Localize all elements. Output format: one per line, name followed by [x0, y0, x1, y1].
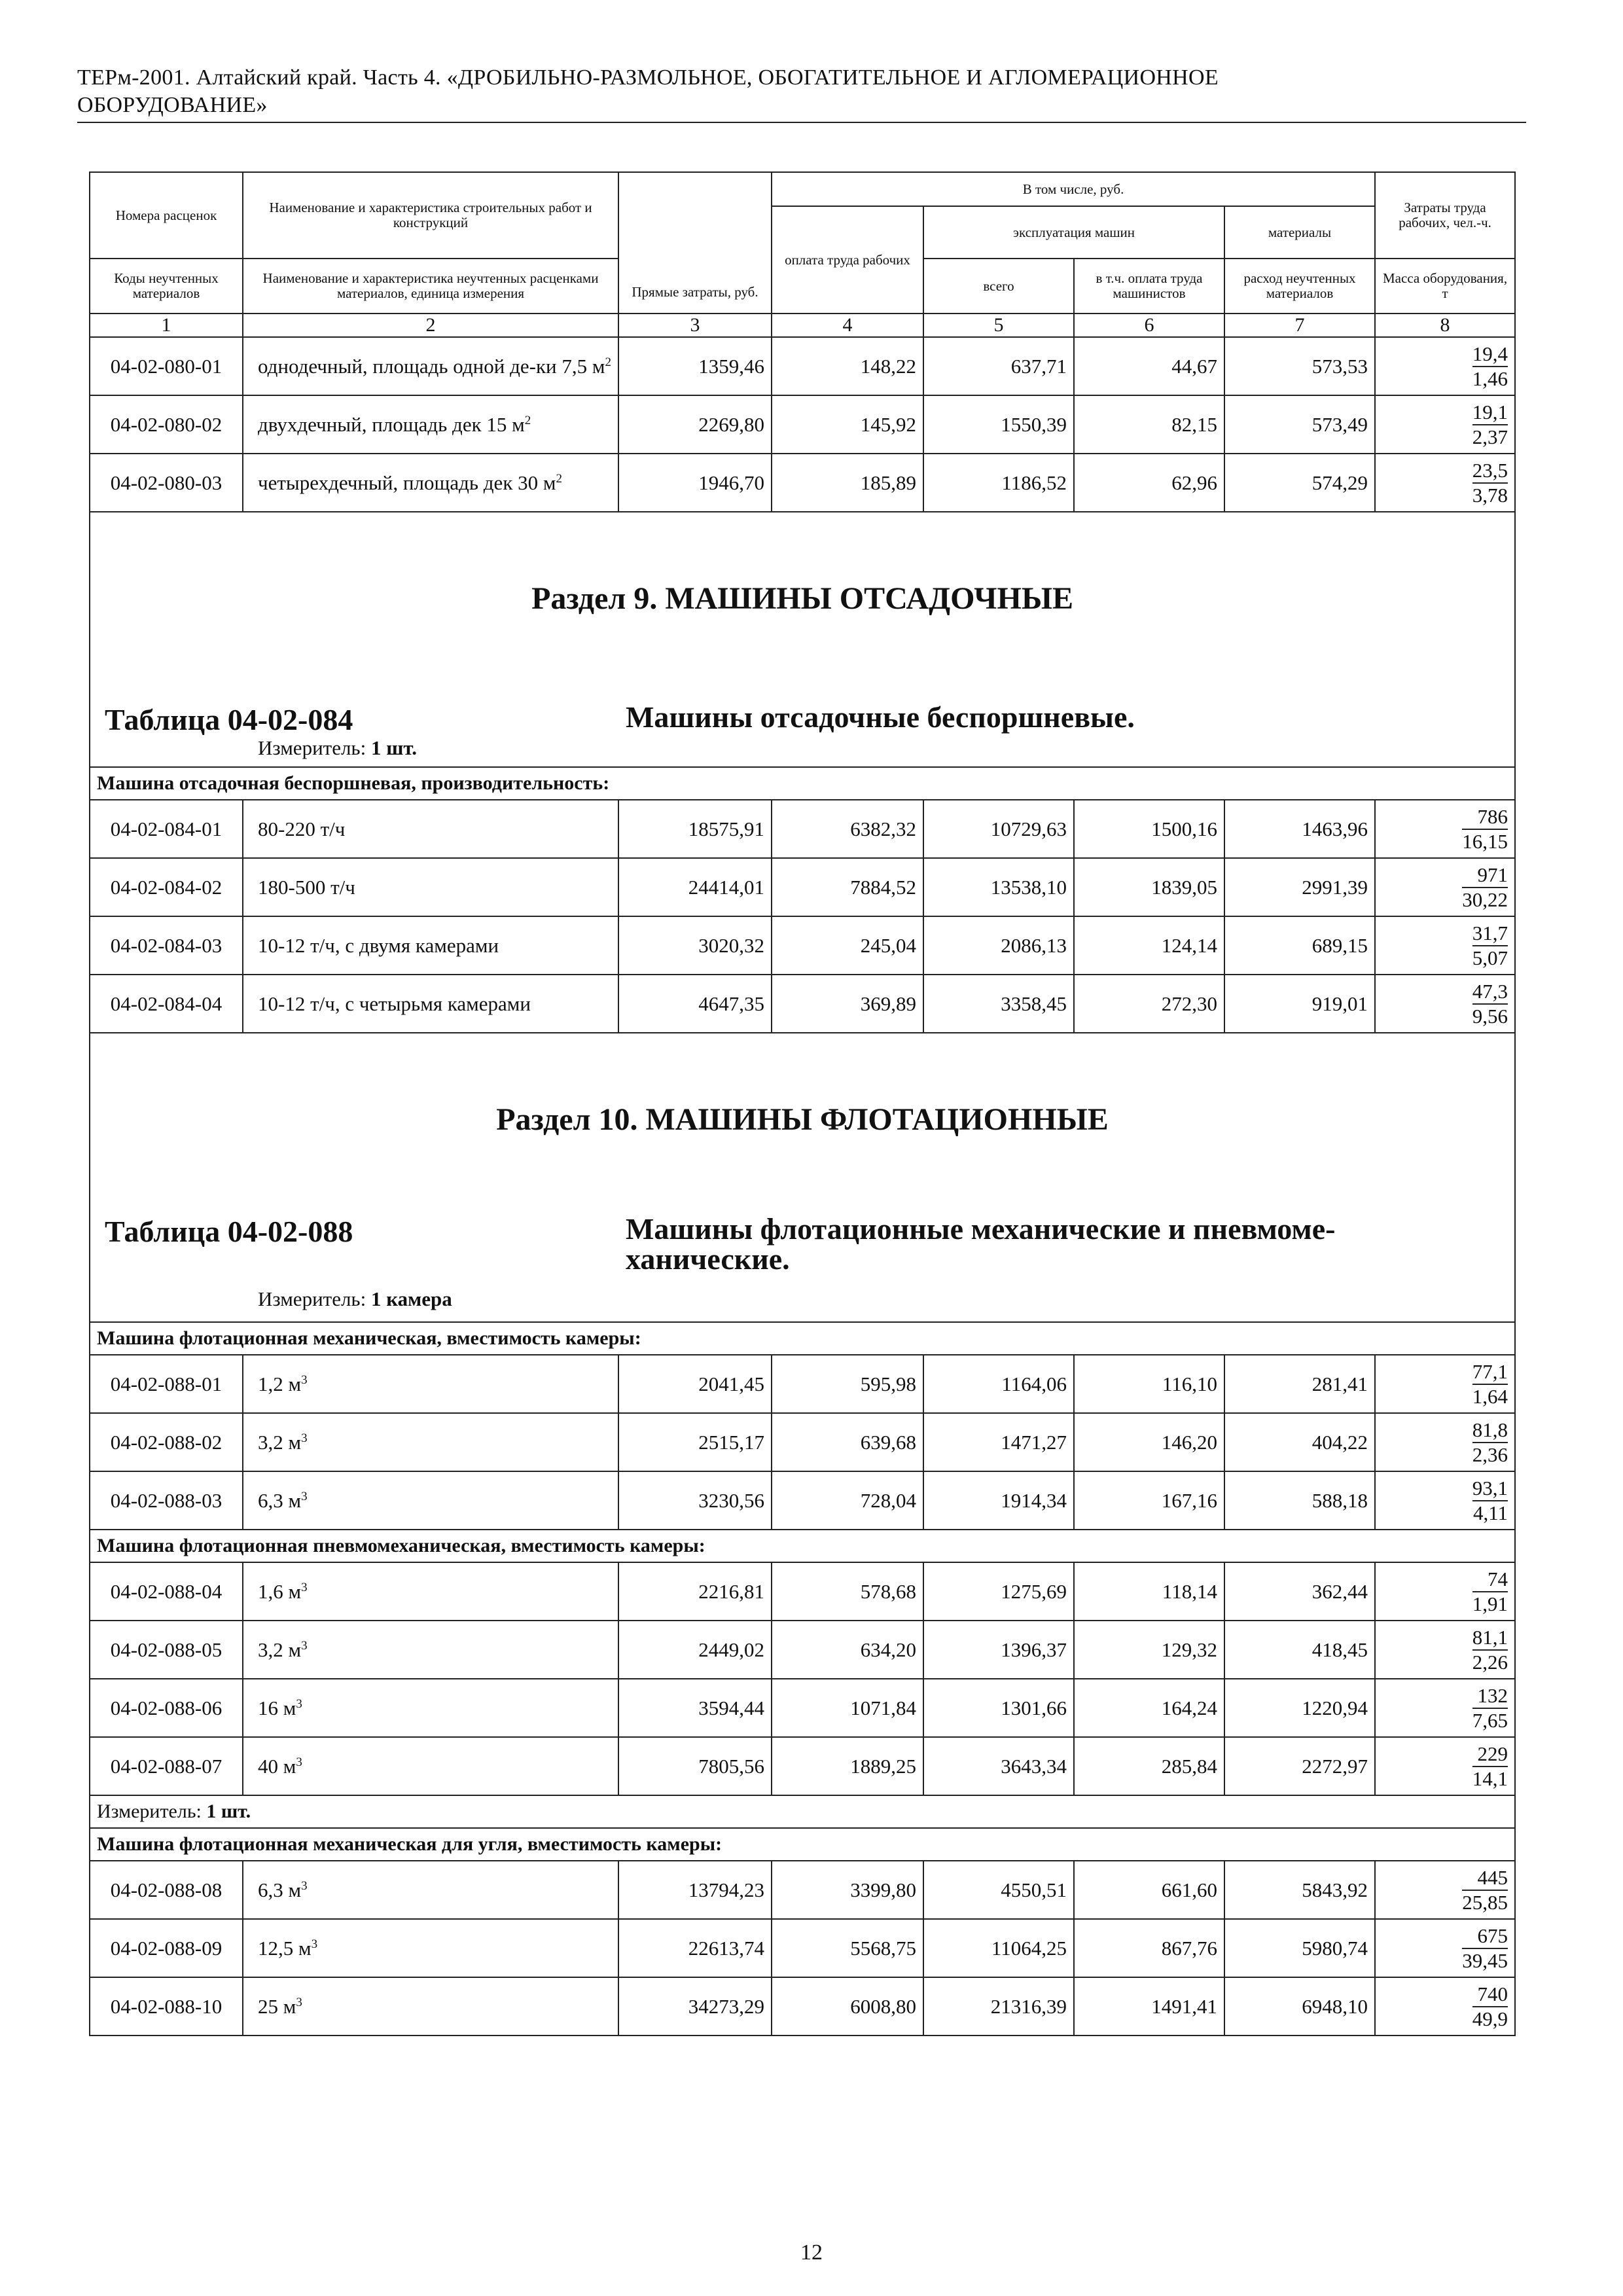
direct-value: 1359,46	[618, 337, 772, 395]
wages-value: 1071,84	[772, 1679, 923, 1737]
work-description	[243, 1621, 618, 1679]
measure-unit	[258, 1287, 452, 1311]
mach-wages-value: 129,32	[1074, 1621, 1224, 1679]
work-description	[243, 916, 618, 975]
mass-value: 49,9	[1472, 2007, 1508, 2030]
mass-value: 2,36	[1472, 1443, 1508, 1466]
rate-code: 04-02-088-10	[90, 1977, 243, 2036]
labor-value: 229	[1472, 1742, 1508, 1767]
direct-value: 13794,23	[618, 1861, 772, 1919]
labor-mass-cell	[1375, 454, 1515, 512]
rate-code: 04-02-088-09	[90, 1919, 243, 1977]
table-name	[626, 1214, 1489, 1274]
machines-value: 1471,27	[923, 1413, 1074, 1471]
machines-value: 1164,06	[923, 1355, 1074, 1413]
labor-value: 93,1	[1472, 1477, 1508, 1501]
labor-mass-fraction	[1462, 805, 1508, 853]
wages-value: 145,92	[772, 395, 923, 454]
rate-code: 04-02-088-02	[90, 1413, 243, 1471]
labor-mass-fraction	[1472, 1477, 1508, 1525]
work-description	[243, 858, 618, 916]
labor-mass-cell	[1375, 1471, 1515, 1530]
labor-value: 81,8	[1472, 1418, 1508, 1443]
labor-value: 786	[1462, 805, 1508, 830]
direct-value: 2216,81	[618, 1562, 772, 1621]
direct-value: 2449,02	[618, 1621, 772, 1679]
subheader-text: Машина флотационная пневмомеханическая, вместимость камеры:	[90, 1530, 1515, 1562]
machines-value: 1550,39	[923, 395, 1074, 454]
materials-value: 404,22	[1224, 1413, 1375, 1471]
labor-value: 740	[1472, 1982, 1508, 2007]
unit-exponent: 3	[296, 1697, 302, 1711]
work-description	[243, 1679, 618, 1737]
labor-value: 31,7	[1472, 922, 1508, 946]
description-text: 6,3 м	[258, 1489, 302, 1512]
labor-value: 445	[1462, 1866, 1508, 1891]
measure-value: 1 шт.	[370, 736, 418, 759]
materials-value: 573,53	[1224, 337, 1375, 395]
mach-wages-value: 146,20	[1074, 1413, 1224, 1471]
description-text: четырехдечный, площадь дек 30 м	[258, 471, 556, 494]
table-name	[626, 702, 1489, 732]
rate-code: 04-02-088-06	[90, 1679, 243, 1737]
table-row	[90, 1679, 1515, 1737]
wages-value: 728,04	[772, 1471, 923, 1530]
materials-value: 5980,74	[1224, 1919, 1375, 1977]
mass-value: 1,91	[1472, 1592, 1508, 1615]
mass-value: 1,46	[1472, 367, 1508, 390]
section-title: Раздел 10. МАШИНЫ ФЛОТАЦИОННЫЕ	[496, 1102, 1109, 1137]
unit-exponent: 3	[301, 1431, 308, 1445]
table-row	[90, 800, 1515, 858]
materials-value: 418,45	[1224, 1621, 1375, 1679]
labor-mass-cell	[1375, 800, 1515, 858]
labor-mass-fraction	[1472, 1418, 1508, 1467]
work-description	[243, 1471, 618, 1530]
mass-value: 2,26	[1472, 1650, 1508, 1674]
direct-value: 34273,29	[618, 1977, 772, 2036]
materials-value: 2272,97	[1224, 1737, 1375, 1795]
subheader-text: Машина флотационная механическая, вместимость камеры:	[90, 1322, 1515, 1355]
mass-value: 39,45	[1462, 1948, 1508, 1972]
table-row	[90, 1413, 1515, 1471]
table-row	[90, 916, 1515, 975]
labor-mass-fraction	[1472, 459, 1508, 507]
unit-exponent: 3	[301, 1373, 308, 1387]
mach-wages-value: 124,14	[1074, 916, 1224, 975]
table-name-line: Машины отсадочные беспоршневые.	[626, 700, 1135, 734]
materials-value: 573,49	[1224, 395, 1375, 454]
subheader-row	[90, 1828, 1515, 1861]
section-cell	[90, 1033, 1515, 1322]
direct-value: 2041,45	[618, 1355, 772, 1413]
materials-value: 574,29	[1224, 454, 1375, 512]
mass-value: 3,78	[1472, 483, 1508, 507]
table-row	[90, 1621, 1515, 1679]
description-text: 10-12 т/ч, с двумя камерами	[258, 934, 499, 957]
col-number: 8	[1375, 314, 1515, 337]
page-number: 12	[800, 2240, 823, 2265]
section-cell	[90, 512, 1515, 767]
wages-value: 6008,80	[772, 1977, 923, 2036]
measure-label: Измеритель:	[97, 1801, 202, 1822]
description-text: 80-220 т/ч	[258, 817, 346, 840]
wages-value: 6382,32	[772, 800, 923, 858]
header-rule	[77, 122, 1526, 123]
labor-mass-cell	[1375, 1679, 1515, 1737]
labor-value: 19,1	[1472, 401, 1508, 425]
machines-value: 13538,10	[923, 858, 1074, 916]
rate-code: 04-02-088-05	[90, 1621, 243, 1679]
materials-value: 1463,96	[1224, 800, 1375, 858]
mass-header: Масса оборудования, т	[1375, 259, 1515, 314]
labor-mass-cell	[1375, 975, 1515, 1033]
description-text: 3,2 м	[258, 1638, 302, 1661]
measure-value: 1 камера	[370, 1287, 452, 1310]
labor-mass-fraction	[1472, 1568, 1508, 1616]
materials-header: материалы	[1224, 206, 1375, 259]
materials-value: 1220,94	[1224, 1679, 1375, 1737]
labor-value: 675	[1462, 1924, 1508, 1949]
direct-value: 24414,01	[618, 858, 772, 916]
incl-header: В том числе, руб.	[772, 172, 1375, 206]
direct-value: 22613,74	[618, 1919, 772, 1977]
col-number: 2	[243, 314, 618, 337]
col-number: 3	[618, 314, 772, 337]
labor-mass-cell	[1375, 858, 1515, 916]
page-header	[77, 64, 1530, 119]
subheader-row	[90, 767, 1515, 800]
work-description	[243, 337, 618, 395]
labor-mass-cell	[1375, 337, 1515, 395]
materials-value: 281,41	[1224, 1355, 1375, 1413]
labor-mass-cell	[1375, 1413, 1515, 1471]
labor-value: 971	[1462, 863, 1508, 888]
wages-value: 595,98	[772, 1355, 923, 1413]
wages-value: 639,68	[772, 1413, 923, 1471]
unit-exponent: 3	[301, 1639, 308, 1653]
machines-value: 10729,63	[923, 800, 1074, 858]
materials-value: 919,01	[1224, 975, 1375, 1033]
wages-header: оплата труда рабочих	[772, 206, 923, 314]
unit-exponent: 2	[524, 414, 531, 427]
materials-value: 2991,39	[1224, 858, 1375, 916]
description-text: 25 м	[258, 1995, 296, 2018]
mass-value: 30,22	[1462, 888, 1508, 911]
table-row	[90, 1471, 1515, 1530]
mach-wages-value: 867,76	[1074, 1919, 1224, 1977]
col2-bottom-header: Наименование и характеристика неучтенных расценками материалов, единица измерения	[243, 259, 618, 314]
wages-value: 634,20	[772, 1621, 923, 1679]
machines-value: 3643,34	[923, 1737, 1074, 1795]
mach-wages-value: 82,15	[1074, 395, 1224, 454]
section-row	[90, 1033, 1515, 1322]
unaccounted-materials-header: расход неучтенных материалов	[1224, 259, 1375, 314]
labor-value: 77,1	[1472, 1360, 1508, 1385]
rate-code: 04-02-088-03	[90, 1471, 243, 1530]
labor-value: 19,4	[1472, 342, 1508, 367]
work-description	[243, 1861, 618, 1919]
labor-header: Затраты труда рабочих, чел.-ч.	[1375, 172, 1515, 259]
materials-value: 588,18	[1224, 1471, 1375, 1530]
table-row	[90, 1861, 1515, 1919]
work-description	[243, 975, 618, 1033]
description-text: 3,2 м	[258, 1431, 302, 1454]
labor-value: 81,1	[1472, 1626, 1508, 1651]
mach-wages-value: 1491,41	[1074, 1977, 1224, 2036]
mach-wages-value: 167,16	[1074, 1471, 1224, 1530]
rate-code: 04-02-084-03	[90, 916, 243, 975]
labor-value: 74	[1472, 1568, 1508, 1592]
labor-mass-fraction	[1472, 922, 1508, 970]
mass-value: 4,11	[1472, 1501, 1508, 1524]
table-name-line: ханические.	[626, 1242, 790, 1276]
labor-mass-cell	[1375, 1977, 1515, 2036]
work-description	[243, 1562, 618, 1621]
subheader-row	[90, 1322, 1515, 1355]
rate-code: 04-02-080-01	[90, 337, 243, 395]
table-row	[90, 975, 1515, 1033]
machines-value: 3358,45	[923, 975, 1074, 1033]
machines-header: эксплуатация машин	[923, 206, 1224, 259]
table-row	[90, 1919, 1515, 1977]
total-header: всего	[923, 259, 1074, 314]
mach-wages-value: 1500,16	[1074, 800, 1224, 858]
mach-wages-value: 164,24	[1074, 1679, 1224, 1737]
header-line-2: ОБОРУДОВАНИЕ»	[77, 93, 268, 117]
direct-value: 7805,56	[618, 1737, 772, 1795]
mach-wages-value: 116,10	[1074, 1355, 1224, 1413]
mass-value: 5,07	[1472, 946, 1508, 969]
description-text: 40 м	[258, 1755, 296, 1778]
description-text: 16 м	[258, 1696, 296, 1719]
work-description	[243, 1355, 618, 1413]
col2-top-header: Наименование и характеристика строительных работ и конструкций	[243, 172, 618, 259]
labor-mass-fraction	[1472, 1360, 1508, 1408]
wages-value: 7884,52	[772, 858, 923, 916]
wages-value: 245,04	[772, 916, 923, 975]
table-name-line: Машины флотационные механические и пневмоме-	[626, 1212, 1336, 1246]
wages-value: 578,68	[772, 1562, 923, 1621]
unit-exponent: 2	[605, 355, 611, 369]
labor-mass-fraction	[1472, 342, 1508, 391]
measure-unit	[90, 1795, 1515, 1828]
section-title: Раздел 9. МАШИНЫ ОТСАДОЧНЫЕ	[531, 581, 1073, 616]
work-description	[243, 454, 618, 512]
labor-mass-cell	[1375, 1861, 1515, 1919]
measure-label: Измеритель:	[258, 1287, 366, 1310]
mach-wages-value: 44,67	[1074, 337, 1224, 395]
direct-value: 18575,91	[618, 800, 772, 858]
machines-value: 1275,69	[923, 1562, 1074, 1621]
unit-exponent: 3	[301, 1490, 308, 1503]
table-id: Таблица 04-02-088	[105, 1215, 353, 1248]
rate-code: 04-02-084-01	[90, 800, 243, 858]
unit-exponent: 3	[296, 1755, 302, 1769]
mach-wages-value: 118,14	[1074, 1562, 1224, 1621]
header-line-1: ТЕРм-2001. Алтайский край. Часть 4. «ДРОБИЛЬНО-РАЗМОЛЬНОЕ, ОБОГАТИТЕЛЬНОЕ И АГЛОМЕРАЦИОННОЕ	[77, 65, 1219, 90]
work-description	[243, 1919, 618, 1977]
mach-wages-value: 1839,05	[1074, 858, 1224, 916]
labor-mass-fraction	[1472, 980, 1508, 1028]
work-description	[243, 395, 618, 454]
rate-code: 04-02-080-03	[90, 454, 243, 512]
machines-value: 637,71	[923, 337, 1074, 395]
col1-bottom-header: Коды неучтенных материалов	[90, 259, 243, 314]
description-text: 10-12 т/ч, с четырьмя камерами	[258, 992, 531, 1015]
description-text: 180-500 т/ч	[258, 876, 355, 899]
wages-value: 5568,75	[772, 1919, 923, 1977]
unit-exponent: 3	[301, 1879, 308, 1893]
machines-value: 2086,13	[923, 916, 1074, 975]
price-table	[89, 171, 1516, 2036]
direct-value: 3594,44	[618, 1679, 772, 1737]
direct-value: 2515,17	[618, 1413, 772, 1471]
direct-cost-header: Прямые затраты, руб.	[618, 172, 772, 314]
rate-code: 04-02-088-08	[90, 1861, 243, 1919]
unit-exponent: 3	[311, 1937, 318, 1951]
labor-mass-fraction	[1472, 1626, 1508, 1674]
table-row	[90, 395, 1515, 454]
labor-value: 132	[1472, 1684, 1508, 1709]
work-description	[243, 1737, 618, 1795]
description-text: двухдечный, площадь дек 15 м	[258, 413, 525, 436]
mach-wages-value: 661,60	[1074, 1861, 1224, 1919]
labor-mass-cell	[1375, 916, 1515, 975]
mass-value: 2,37	[1472, 425, 1508, 448]
labor-mass-cell	[1375, 395, 1515, 454]
machines-value: 1301,66	[923, 1679, 1074, 1737]
mass-value: 1,64	[1472, 1384, 1508, 1408]
table-row	[90, 858, 1515, 916]
mass-value: 7,65	[1472, 1708, 1508, 1732]
unit-exponent: 2	[556, 472, 562, 486]
wages-value: 3399,80	[772, 1861, 923, 1919]
measure-label: Измеритель:	[258, 736, 366, 759]
rate-code: 04-02-084-04	[90, 975, 243, 1033]
labor-mass-fraction	[1472, 1742, 1508, 1791]
materials-value: 362,44	[1224, 1562, 1375, 1621]
machinist-wages-header: в т.ч. оплата труда машинистов	[1074, 259, 1224, 314]
description-text: 12,5 м	[258, 1937, 312, 1960]
measure-value: 1 шт.	[206, 1801, 251, 1822]
description-text: 6,3 м	[258, 1878, 302, 1901]
table-row	[90, 1562, 1515, 1621]
machines-value: 1396,37	[923, 1621, 1074, 1679]
mass-value: 16,15	[1462, 829, 1508, 853]
col-number: 4	[772, 314, 923, 337]
mass-value: 9,56	[1472, 1004, 1508, 1028]
table-row	[90, 454, 1515, 512]
rate-code: 04-02-088-07	[90, 1737, 243, 1795]
machines-value: 1914,34	[923, 1471, 1074, 1530]
table-id: Таблица 04-02-084	[105, 703, 353, 736]
labor-mass-cell	[1375, 1737, 1515, 1795]
section-row	[90, 512, 1515, 767]
table-row	[90, 1977, 1515, 2036]
machines-value: 11064,25	[923, 1919, 1074, 1977]
labor-mass-cell	[1375, 1562, 1515, 1621]
table-row	[90, 1737, 1515, 1795]
col1-top-header: Номера расценок	[90, 172, 243, 259]
machines-value: 4550,51	[923, 1861, 1074, 1919]
wages-value: 185,89	[772, 454, 923, 512]
rate-code: 04-02-080-02	[90, 395, 243, 454]
subheader-row	[90, 1530, 1515, 1562]
materials-value: 6948,10	[1224, 1977, 1375, 2036]
column-number-row	[90, 314, 1515, 337]
direct-value: 4647,35	[618, 975, 772, 1033]
labor-value: 47,3	[1472, 980, 1508, 1005]
rate-code: 04-02-088-01	[90, 1355, 243, 1413]
labor-mass-fraction	[1462, 1866, 1508, 1914]
rate-code: 04-02-084-02	[90, 858, 243, 916]
labor-mass-cell	[1375, 1919, 1515, 1977]
unit-exponent: 3	[296, 1996, 302, 2009]
materials-value: 5843,92	[1224, 1861, 1375, 1919]
header-row-1	[90, 172, 1515, 206]
direct-value: 2269,80	[618, 395, 772, 454]
labor-mass-fraction	[1462, 863, 1508, 912]
labor-mass-fraction	[1472, 1982, 1508, 2031]
measure-unit	[258, 736, 417, 760]
measure-row	[90, 1795, 1515, 1828]
description-text: 1,2 м	[258, 1372, 302, 1395]
mach-wages-value: 285,84	[1074, 1737, 1224, 1795]
table-row	[90, 1355, 1515, 1413]
labor-value: 23,5	[1472, 459, 1508, 484]
labor-mass-cell	[1375, 1621, 1515, 1679]
subheader-text: Машина флотационная механическая для угля, вместимость камеры:	[90, 1828, 1515, 1861]
labor-mass-fraction	[1472, 1684, 1508, 1732]
description-text: однодечный, площадь одной де-ки 7,5 м	[258, 355, 605, 378]
wages-value: 148,22	[772, 337, 923, 395]
labor-mass-cell	[1375, 1355, 1515, 1413]
labor-mass-fraction	[1472, 401, 1508, 449]
mass-value: 14,1	[1472, 1767, 1508, 1790]
col-number: 5	[923, 314, 1074, 337]
direct-value: 3230,56	[618, 1471, 772, 1530]
machines-value: 1186,52	[923, 454, 1074, 512]
work-description	[243, 1977, 618, 2036]
work-description	[243, 800, 618, 858]
direct-value: 3020,32	[618, 916, 772, 975]
unit-exponent: 3	[301, 1581, 308, 1594]
col-number: 7	[1224, 314, 1375, 337]
description-text: 1,6 м	[258, 1580, 302, 1603]
col-number: 6	[1074, 314, 1224, 337]
materials-value: 689,15	[1224, 916, 1375, 975]
machines-value: 21316,39	[923, 1977, 1074, 2036]
work-description	[243, 1413, 618, 1471]
mach-wages-value: 62,96	[1074, 454, 1224, 512]
mach-wages-value: 272,30	[1074, 975, 1224, 1033]
wages-value: 369,89	[772, 975, 923, 1033]
labor-mass-fraction	[1462, 1924, 1508, 1973]
table-row	[90, 337, 1515, 395]
col-number: 1	[90, 314, 243, 337]
mass-value: 25,85	[1462, 1890, 1508, 1914]
subheader-text: Машина отсадочная беспоршневая, производительность:	[90, 767, 1515, 800]
wages-value: 1889,25	[772, 1737, 923, 1795]
rate-code: 04-02-088-04	[90, 1562, 243, 1621]
direct-value: 1946,70	[618, 454, 772, 512]
